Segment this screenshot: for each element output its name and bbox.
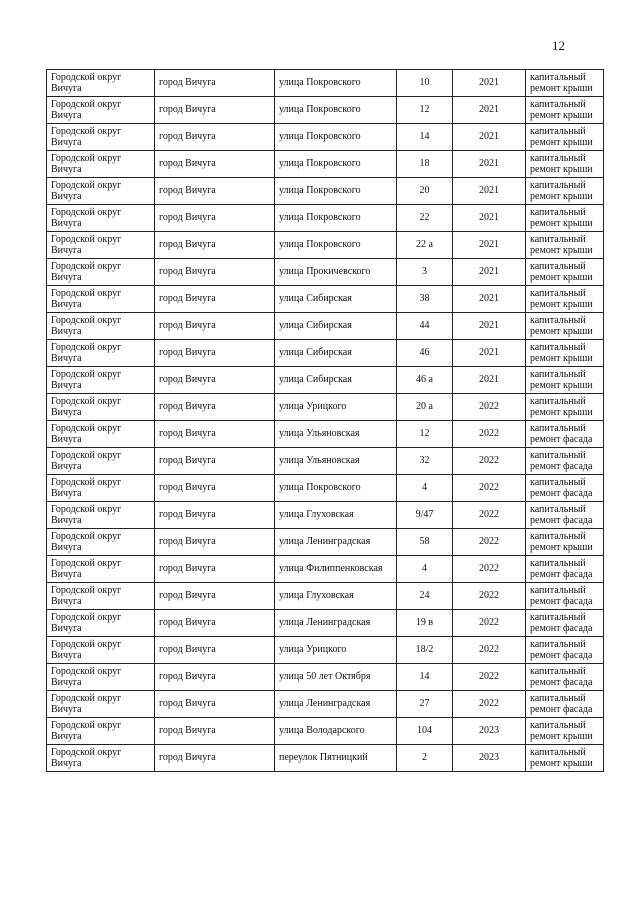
house-number-cell: 38 <box>397 286 453 313</box>
house-number-cell: 27 <box>397 691 453 718</box>
house-number-cell: 32 <box>397 448 453 475</box>
district-cell: Городской округ Вичуга <box>47 259 155 286</box>
city-cell: город Вичуга <box>155 637 275 664</box>
city-cell: город Вичуга <box>155 70 275 97</box>
street-cell: улица Покровского <box>275 124 397 151</box>
work-type-cell: капитальный ремонт фасада <box>526 637 604 664</box>
city-cell: город Вичуга <box>155 664 275 691</box>
page-number: 12 <box>552 38 565 53</box>
district-cell: Городской округ Вичуга <box>47 97 155 124</box>
table-row <box>47 97 604 124</box>
year-cell: 2022 <box>453 691 526 718</box>
city-cell: город Вичуга <box>155 556 275 583</box>
city-cell: город Вичуга <box>155 205 275 232</box>
street-cell: улица Ленинградская <box>275 529 397 556</box>
city-cell: город Вичуга <box>155 151 275 178</box>
repair-schedule-table <box>46 69 604 772</box>
city-cell: город Вичуга <box>155 232 275 259</box>
house-number-cell: 14 <box>397 664 453 691</box>
year-cell: 2022 <box>453 556 526 583</box>
house-number-cell: 44 <box>397 313 453 340</box>
district-cell: Городской округ Вичуга <box>47 583 155 610</box>
table-row <box>47 691 604 718</box>
house-number-cell: 9/47 <box>397 502 453 529</box>
district-cell: Городской округ Вичуга <box>47 340 155 367</box>
work-type-cell: капитальный ремонт крыши <box>526 151 604 178</box>
city-cell: город Вичуга <box>155 691 275 718</box>
street-cell: улица Глуховская <box>275 583 397 610</box>
house-number-cell: 18 <box>397 151 453 178</box>
table-row <box>47 556 604 583</box>
work-type-cell: капитальный ремонт фасада <box>526 556 604 583</box>
street-cell: улица Ленинградская <box>275 691 397 718</box>
year-cell: 2022 <box>453 448 526 475</box>
year-cell: 2022 <box>453 475 526 502</box>
street-cell: улица Сибирская <box>275 340 397 367</box>
table-row <box>47 421 604 448</box>
work-type-cell: капитальный ремонт фасада <box>526 502 604 529</box>
city-cell: город Вичуга <box>155 394 275 421</box>
city-cell: город Вичуга <box>155 448 275 475</box>
district-cell: Городской округ Вичуга <box>47 745 155 772</box>
year-cell: 2022 <box>453 421 526 448</box>
work-type-cell: капитальный ремонт крыши <box>526 97 604 124</box>
district-cell: Городской округ Вичуга <box>47 286 155 313</box>
year-cell: 2021 <box>453 205 526 232</box>
work-type-cell: капитальный ремонт фасада <box>526 475 604 502</box>
year-cell: 2021 <box>453 70 526 97</box>
district-cell: Городской округ Вичуга <box>47 691 155 718</box>
district-cell: Городской округ Вичуга <box>47 232 155 259</box>
table-row <box>47 394 604 421</box>
district-cell: Городской округ Вичуга <box>47 448 155 475</box>
year-cell: 2021 <box>453 367 526 394</box>
city-cell: город Вичуга <box>155 502 275 529</box>
street-cell: улица Покровского <box>275 232 397 259</box>
district-cell: Городской округ Вичуга <box>47 556 155 583</box>
district-cell: Городской округ Вичуга <box>47 421 155 448</box>
year-cell: 2021 <box>453 151 526 178</box>
table-row <box>47 583 604 610</box>
work-type-cell: капитальный ремонт крыши <box>526 232 604 259</box>
house-number-cell: 22 <box>397 205 453 232</box>
year-cell: 2021 <box>453 286 526 313</box>
table-row <box>47 178 604 205</box>
house-number-cell: 12 <box>397 97 453 124</box>
table-row <box>47 448 604 475</box>
house-number-cell: 12 <box>397 421 453 448</box>
city-cell: город Вичуга <box>155 286 275 313</box>
city-cell: город Вичуга <box>155 124 275 151</box>
street-cell: улица Покровского <box>275 205 397 232</box>
table-row <box>47 502 604 529</box>
work-type-cell: капитальный ремонт фасада <box>526 421 604 448</box>
table-row <box>47 205 604 232</box>
house-number-cell: 58 <box>397 529 453 556</box>
table-row <box>47 664 604 691</box>
work-type-cell: капитальный ремонт крыши <box>526 178 604 205</box>
city-cell: город Вичуга <box>155 97 275 124</box>
work-type-cell: капитальный ремонт крыши <box>526 340 604 367</box>
year-cell: 2021 <box>453 259 526 286</box>
street-cell: переулок Пятницкий <box>275 745 397 772</box>
street-cell: улица Сибирская <box>275 286 397 313</box>
street-cell: улица Покровского <box>275 178 397 205</box>
district-cell: Городской округ Вичуга <box>47 610 155 637</box>
city-cell: город Вичуга <box>155 178 275 205</box>
work-type-cell: капитальный ремонт крыши <box>526 124 604 151</box>
street-cell: улица Покровского <box>275 151 397 178</box>
year-cell: 2021 <box>453 178 526 205</box>
year-cell: 2021 <box>453 97 526 124</box>
house-number-cell: 4 <box>397 475 453 502</box>
table-row <box>47 286 604 313</box>
street-cell: улица Филиппенковская <box>275 556 397 583</box>
street-cell: улица Покровского <box>275 475 397 502</box>
year-cell: 2023 <box>453 718 526 745</box>
street-cell: улица Покровского <box>275 70 397 97</box>
year-cell: 2021 <box>453 232 526 259</box>
house-number-cell: 22 а <box>397 232 453 259</box>
work-type-cell: капитальный ремонт фасада <box>526 610 604 637</box>
house-number-cell: 3 <box>397 259 453 286</box>
district-cell: Городской округ Вичуга <box>47 394 155 421</box>
year-cell: 2022 <box>453 502 526 529</box>
district-cell: Городской округ Вичуга <box>47 205 155 232</box>
table-row <box>47 313 604 340</box>
table-row <box>47 610 604 637</box>
year-cell: 2022 <box>453 394 526 421</box>
year-cell: 2022 <box>453 529 526 556</box>
city-cell: город Вичуга <box>155 529 275 556</box>
district-cell: Городской округ Вичуга <box>47 313 155 340</box>
street-cell: улица 50 лет Октября <box>275 664 397 691</box>
table-row <box>47 232 604 259</box>
street-cell: улица Урицкого <box>275 637 397 664</box>
year-cell: 2021 <box>453 340 526 367</box>
year-cell: 2021 <box>453 313 526 340</box>
city-cell: город Вичуга <box>155 745 275 772</box>
work-type-cell: капитальный ремонт крыши <box>526 745 604 772</box>
street-cell: улица Сибирская <box>275 367 397 394</box>
work-type-cell: капитальный ремонт крыши <box>526 394 604 421</box>
work-type-cell: капитальный ремонт фасада <box>526 583 604 610</box>
district-cell: Городской округ Вичуга <box>47 178 155 205</box>
district-cell: Городской округ Вичуга <box>47 151 155 178</box>
house-number-cell: 24 <box>397 583 453 610</box>
house-number-cell: 18/2 <box>397 637 453 664</box>
house-number-cell: 14 <box>397 124 453 151</box>
city-cell: город Вичуга <box>155 259 275 286</box>
year-cell: 2022 <box>453 610 526 637</box>
district-cell: Городской округ Вичуга <box>47 502 155 529</box>
table-row <box>47 124 604 151</box>
city-cell: город Вичуга <box>155 583 275 610</box>
house-number-cell: 4 <box>397 556 453 583</box>
street-cell: улица Сибирская <box>275 313 397 340</box>
work-type-cell: капитальный ремонт фасада <box>526 691 604 718</box>
table-row <box>47 259 604 286</box>
work-type-cell: капитальный ремонт крыши <box>526 529 604 556</box>
district-cell: Городской округ Вичуга <box>47 637 155 664</box>
street-cell: улица Ленинградская <box>275 610 397 637</box>
street-cell: улица Глуховская <box>275 502 397 529</box>
district-cell: Городской округ Вичуга <box>47 70 155 97</box>
district-cell: Городской округ Вичуга <box>47 475 155 502</box>
table-row <box>47 529 604 556</box>
street-cell: улица Ульяновская <box>275 421 397 448</box>
city-cell: город Вичуга <box>155 421 275 448</box>
district-cell: Городской округ Вичуга <box>47 529 155 556</box>
house-number-cell: 20 а <box>397 394 453 421</box>
work-type-cell: капитальный ремонт крыши <box>526 70 604 97</box>
street-cell: улица Покровского <box>275 97 397 124</box>
street-cell: улица Урицкого <box>275 394 397 421</box>
house-number-cell: 2 <box>397 745 453 772</box>
city-cell: город Вичуга <box>155 340 275 367</box>
table-row <box>47 151 604 178</box>
district-cell: Городской округ Вичуга <box>47 367 155 394</box>
table-row <box>47 637 604 664</box>
city-cell: город Вичуга <box>155 475 275 502</box>
city-cell: город Вичуга <box>155 367 275 394</box>
house-number-cell: 46 <box>397 340 453 367</box>
work-type-cell: капитальный ремонт крыши <box>526 367 604 394</box>
work-type-cell: капитальный ремонт фасада <box>526 448 604 475</box>
street-cell: улица Ульяновская <box>275 448 397 475</box>
district-cell: Городской округ Вичуга <box>47 718 155 745</box>
table-row <box>47 70 604 97</box>
house-number-cell: 19 в <box>397 610 453 637</box>
street-cell: улица Володарского <box>275 718 397 745</box>
table-row <box>47 367 604 394</box>
work-type-cell: капитальный ремонт крыши <box>526 313 604 340</box>
work-type-cell: капитальный ремонт крыши <box>526 259 604 286</box>
house-number-cell: 10 <box>397 70 453 97</box>
district-cell: Городской округ Вичуга <box>47 124 155 151</box>
district-cell: Городской округ Вичуга <box>47 664 155 691</box>
table-row <box>47 745 604 772</box>
table-body <box>47 70 604 772</box>
year-cell: 2022 <box>453 583 526 610</box>
work-type-cell: капитальный ремонт крыши <box>526 286 604 313</box>
year-cell: 2023 <box>453 745 526 772</box>
house-number-cell: 104 <box>397 718 453 745</box>
year-cell: 2022 <box>453 664 526 691</box>
table-row <box>47 475 604 502</box>
table-row <box>47 718 604 745</box>
work-type-cell: капитальный ремонт фасада <box>526 664 604 691</box>
city-cell: город Вичуга <box>155 718 275 745</box>
year-cell: 2022 <box>453 637 526 664</box>
work-type-cell: капитальный ремонт крыши <box>526 205 604 232</box>
table-row <box>47 340 604 367</box>
street-cell: улица Прокичевского <box>275 259 397 286</box>
city-cell: город Вичуга <box>155 610 275 637</box>
house-number-cell: 46 а <box>397 367 453 394</box>
work-type-cell: капитальный ремонт крыши <box>526 718 604 745</box>
city-cell: город Вичуга <box>155 313 275 340</box>
house-number-cell: 20 <box>397 178 453 205</box>
year-cell: 2021 <box>453 124 526 151</box>
